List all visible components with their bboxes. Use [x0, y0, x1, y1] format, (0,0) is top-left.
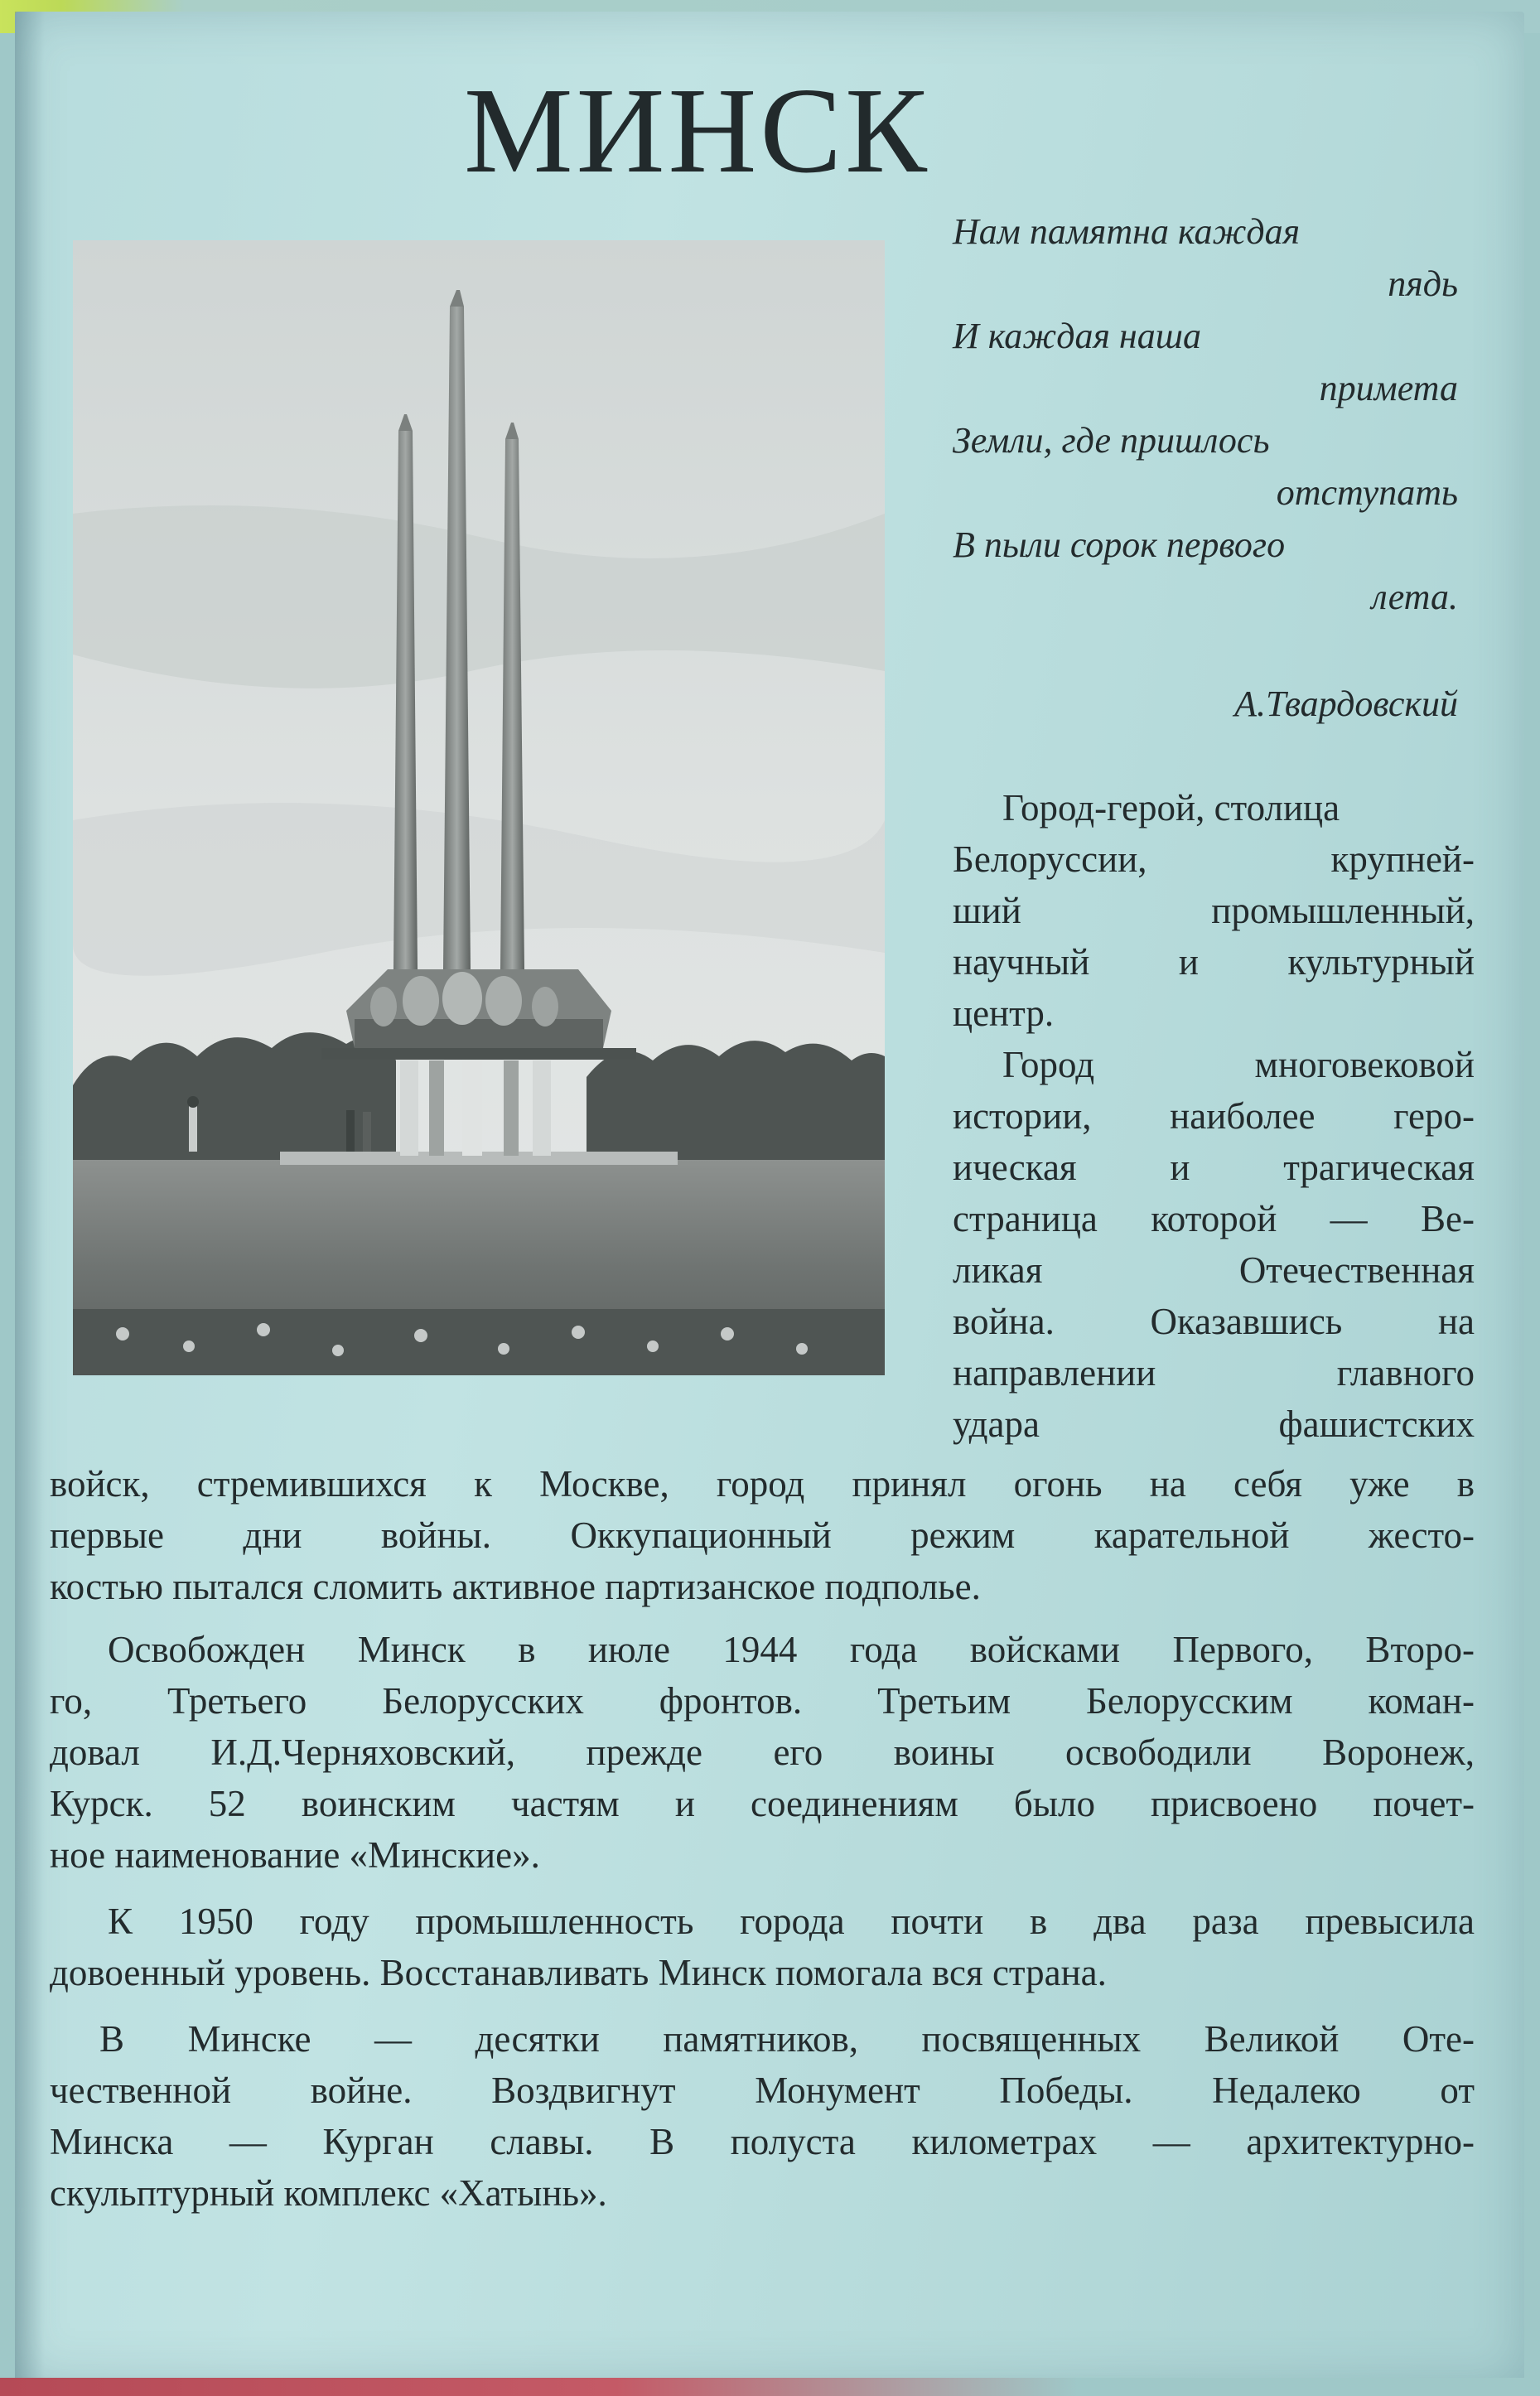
- poem-line: примета: [1319, 368, 1458, 408]
- body-line: Белоруссии, крупней-: [953, 838, 1475, 880]
- photo-backdrop-bottom: [0, 2378, 1540, 2396]
- body-line: Курск. 52 воинским частям и соединениям было присвоено почет-: [50, 1783, 1475, 1824]
- body-line: К 1950 году промышленность города почти в два раза превысила: [108, 1901, 1475, 1942]
- poem-author: А.Твардовский: [1234, 684, 1458, 724]
- body-line: Освобожден Минск в июле 1944 года войсками Первого, Второ-: [108, 1629, 1475, 1670]
- body-line: довоенный уровень. Восстанавливать Минск помогала вся страна.: [50, 1952, 1107, 1993]
- poem-line: В пыли сорок первого: [953, 524, 1286, 565]
- body-line: ликая Отечественная: [953, 1249, 1475, 1291]
- body-line: Город многовековой: [1002, 1044, 1475, 1085]
- body-line: войск, стремившихся к Москве, город принял огонь на себя уже в: [50, 1463, 1475, 1505]
- body-line: ное наименование «Минские».: [50, 1834, 540, 1876]
- body-line: Город-герой, столица: [1002, 787, 1340, 828]
- body-line: первые дни войны. Оккупационный режим карательной жесто-: [50, 1514, 1475, 1556]
- body-line: го, Третьего Белорусских фронтов. Третьим Белорусским коман-: [50, 1680, 1475, 1722]
- poem-line: И каждая наша: [953, 316, 1201, 356]
- body-line: истории, наиболее геро-: [953, 1095, 1475, 1137]
- body-line: ическая и трагическая: [953, 1147, 1475, 1188]
- body-line: удара фашистских: [953, 1403, 1475, 1445]
- body-line: Минска — Курган славы. В полуста километрах — архитектурно-: [50, 2121, 1475, 2162]
- body-line: довал И.Д.Черняховский, прежде его воины освободили Воронеж,: [50, 1732, 1475, 1773]
- body-line: страница которой — Ве-: [953, 1198, 1475, 1239]
- body-line: скульптурный комплекс «Хатынь».: [50, 2172, 607, 2214]
- monument-photo: [73, 240, 885, 1375]
- page-title: МИНСК: [464, 63, 930, 199]
- body-line: костью пытался сломить активное партизанское подполье.: [50, 1566, 981, 1607]
- body-line: В Минске — десятки памятников, посвященных Великой Оте-: [99, 2018, 1475, 2060]
- poem-line: отступать: [1276, 472, 1458, 513]
- body-line: чественной войне. Воздвигнут Монумент Победы. Недалеко от: [50, 2070, 1475, 2111]
- body-line: научный и культурный: [953, 941, 1475, 983]
- body-line: ший промышленный,: [953, 890, 1475, 931]
- epigraph-poem: [953, 205, 1458, 623]
- body-line: война. Оказавшись на: [953, 1301, 1475, 1342]
- monument-illustration: [73, 240, 885, 1375]
- poem-line: пядь: [1388, 263, 1458, 304]
- poem-line: Нам памятна каждая: [953, 211, 1301, 252]
- poem-line: лета.: [1371, 577, 1458, 617]
- poem-line: Земли, где пришлось: [953, 420, 1270, 461]
- body-line: центр.: [953, 993, 1055, 1034]
- page-crease-shadow: [15, 12, 45, 2383]
- body-line: направлении главного: [953, 1352, 1475, 1394]
